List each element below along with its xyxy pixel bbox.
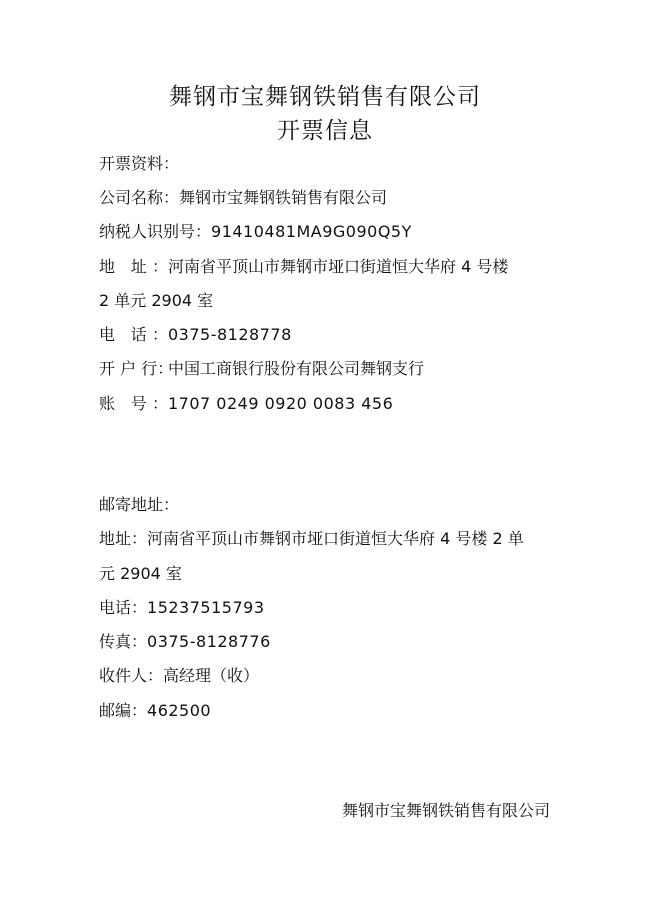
account-value: 1707 0249 0920 0083 456 — [168, 394, 394, 413]
invoice-phone-row — [99, 324, 292, 346]
invoice-address-line1: 河南省平顶山市舞钢市垭口街道恒大华府 4 号楼 — [168, 257, 509, 276]
invoice-address-line2: 2 单元 2904 室 — [99, 291, 214, 310]
mailing-address-line2: 元 2904 室 — [99, 564, 182, 583]
account-label: 账 号： — [99, 394, 168, 413]
invoice-address-row — [99, 256, 508, 278]
invoice-phone-value: 0375-8128778 — [168, 325, 292, 344]
fax-row — [99, 631, 271, 653]
company-title: 舞钢市宝舞钢铁销售有限公司 — [169, 84, 481, 110]
company-name-label: 公司名称： — [99, 188, 180, 207]
signature: 舞钢市宝舞钢铁销售有限公司 — [341, 801, 550, 820]
postcode-row — [99, 700, 211, 722]
company-name-row — [99, 187, 387, 209]
company-name-value: 舞钢市宝舞钢铁销售有限公司 — [179, 188, 388, 207]
document-title: 开票信息 — [277, 118, 373, 144]
recipient-value: 高经理（收） — [163, 666, 260, 685]
bank-value: 中国工商银行股份有限公司舞钢支行 — [168, 359, 425, 378]
fax-label: 传真： — [99, 632, 148, 651]
mailing-section-label: 邮寄地址： — [99, 495, 180, 514]
tax-id-row — [99, 221, 412, 243]
bank-row — [99, 358, 424, 380]
bank-label: 开 户 行： — [99, 359, 174, 378]
account-row — [99, 393, 393, 415]
mailing-address-label: 地址： — [99, 529, 148, 548]
postcode-value: 462500 — [147, 701, 212, 720]
mailing-phone-row — [99, 597, 265, 619]
mailing-address-line1: 河南省平顶山市舞钢市垭口街道恒大华府 4 号楼 2 单 — [147, 529, 524, 548]
mailing-address-row — [99, 528, 524, 550]
invoice-phone-label: 电 话： — [99, 325, 168, 344]
recipient-row — [99, 665, 259, 687]
fax-value: 0375-8128776 — [147, 632, 271, 651]
mailing-phone-value: 15237515793 — [147, 598, 265, 617]
mailing-phone-label: 电话： — [99, 598, 148, 617]
tax-id-label: 纳税人识别号： — [99, 222, 212, 241]
tax-id-value: 91410481MA9G090Q5Y — [211, 222, 412, 241]
invoice-address-label: 地 址： — [99, 257, 168, 276]
invoice-section-label: 开票资料： — [99, 154, 180, 173]
postcode-label: 邮编： — [99, 701, 148, 720]
recipient-label: 收件人： — [99, 666, 164, 685]
